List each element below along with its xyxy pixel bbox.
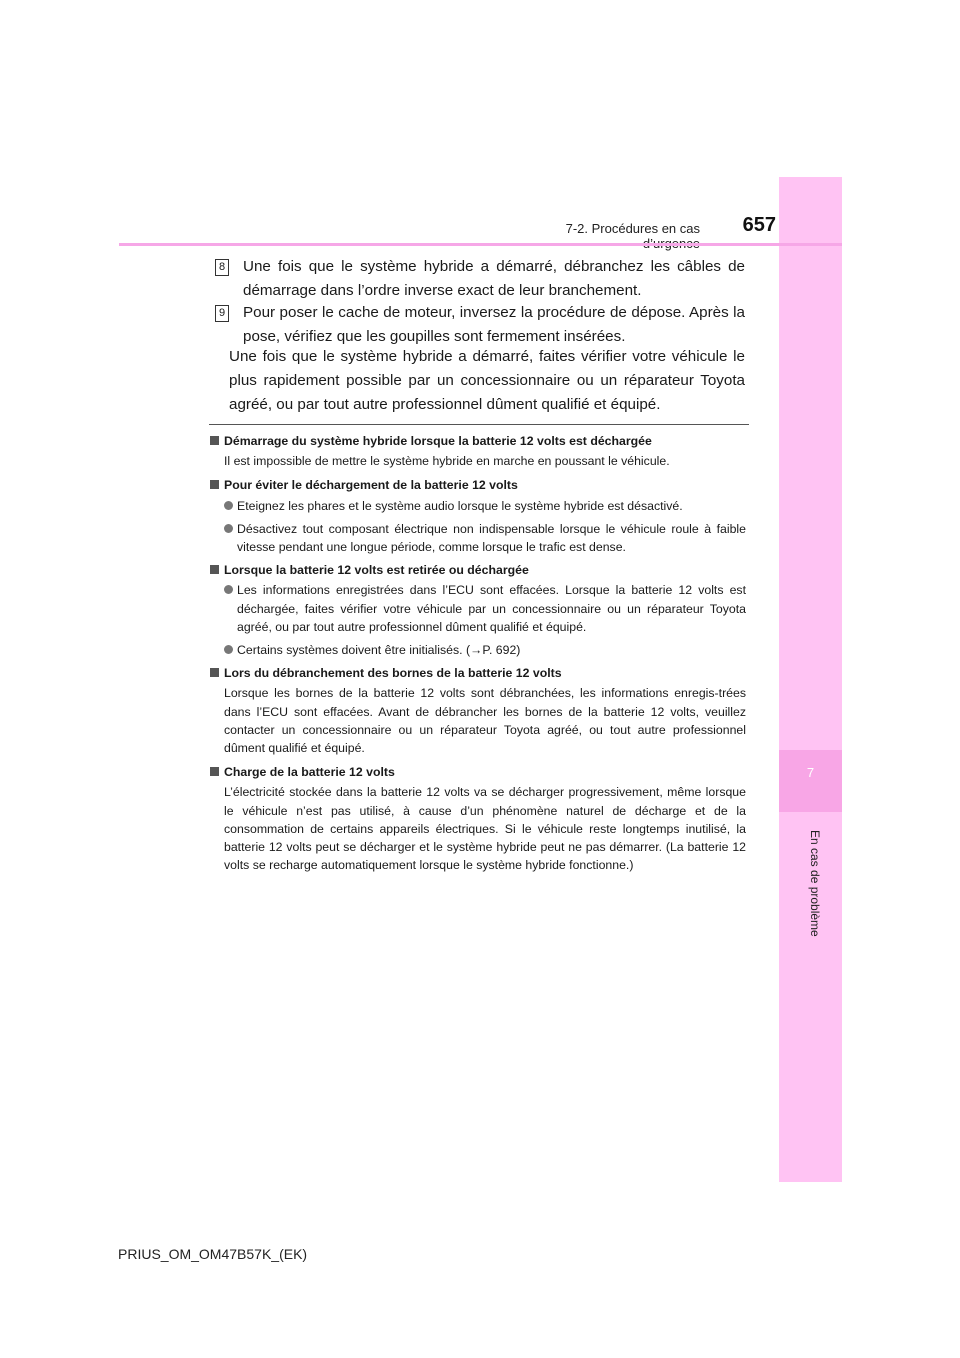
circle-bullet-icon [224, 524, 233, 533]
document-footer: PRIUS_OM_OM47B57K_(EK) [118, 1246, 308, 1262]
note-title: Lorsque la batterie 12 volts est retirée ou déchargée [210, 561, 746, 579]
chapter-side-tab [779, 177, 842, 1182]
step-number-badge: 8 [215, 259, 229, 276]
page-number: 657 [742, 214, 776, 236]
step-8 [215, 255, 745, 303]
note-body: L’électricité stockée dans la batterie 12 volts va se décharger progressivement, même lorsque le véhicule n’est pas utilisé, à cause d’un phénomène naturel de décharge et de la consommation de certains appareils électriques. Si le véhicule reste longtemps inutilisé, la batterie 12 volts peut se décharger et le système hybride peut ne pas démarrer. (La batterie 12 volts se recharge automatiquement lorsque le système hybride fonctionne.) [224, 785, 746, 873]
square-bullet-icon [210, 565, 219, 574]
square-bullet-icon [210, 668, 219, 677]
note-title: Démarrage du système hybride lorsque la batterie 12 volts est déchargée [210, 432, 746, 450]
main-paragraph: Une fois que le système hybride a démarré, faites vérifier votre véhicule le plus rapidement possible par un concessionnaire ou un réparateur Toyota agréé, ou par tout autre professionnel dûment qualifié et équipé. [229, 348, 745, 413]
chapter-tab-active[interactable] [779, 750, 842, 812]
notes-section [210, 432, 746, 880]
note-title: Pour éviter le déchargement de la batterie 12 volts [210, 476, 746, 494]
chapter-label: En cas de problème [808, 830, 822, 937]
square-bullet-icon [210, 480, 219, 489]
note-bullet-page-reference[interactable]: Certains systèmes doivent être initialisés. (→P. 692) [224, 641, 746, 659]
note-bullet: Les informations enregistrées dans l’ECU sont effacées. Lorsque la batterie 12 volts est déchargée, faites vérifier votre véhicule par un concessionnaire ou un réparateur Toyota agréé, ou par tout autre professionnel dûment qualifié et équipé. [224, 581, 746, 636]
note-bullet: Eteignez les phares et le système audio lorsque le système hybride est désactivé. [224, 497, 746, 515]
step-text: Une fois que le système hybride a démarré, débranchez les câbles de démarrage dans l’ordre inverse exact de leur branchement. [243, 258, 745, 299]
section-title: 7-2. Procédures en cas [565, 221, 700, 236]
note-title: Lors du débranchement des bornes de la batterie 12 volts [210, 664, 746, 682]
note-title: Charge de la batterie 12 volts [210, 763, 746, 781]
step-9 [215, 301, 745, 349]
header-divider [119, 243, 842, 246]
note-body: Il est impossible de mettre le système hybride en marche en poussant le véhicule. [224, 454, 670, 469]
chapter-number: 7 [806, 765, 815, 780]
note-bullet: Désactivez tout composant électrique non indispensable lorsque le véhicule roule à faible vitesse pendant une longue période, comme lorsque le trafic est dense. [224, 520, 746, 556]
square-bullet-icon [210, 436, 219, 445]
note-body: Lorsque les bornes de la batterie 12 volts sont débranchées, les informations enregis-trées dans l’ECU sont effacées. Avant de débrancher les bornes de la batterie 12 volts, veuillez contacter un concessionnaire ou un réparateur Toyota agréé, ou tout autre professionnel dûment qualifié et équipé. [224, 686, 746, 756]
step-text: Pour poser le cache de moteur, inversez la procédure de dépose. Après la pose, vérifiez que les goupilles sont fermement insérées. [243, 304, 745, 345]
circle-bullet-icon [224, 501, 233, 510]
circle-bullet-icon [224, 645, 233, 654]
step-number-badge: 9 [215, 305, 229, 322]
square-bullet-icon [210, 767, 219, 776]
section-divider [209, 424, 749, 425]
circle-bullet-icon [224, 585, 233, 594]
